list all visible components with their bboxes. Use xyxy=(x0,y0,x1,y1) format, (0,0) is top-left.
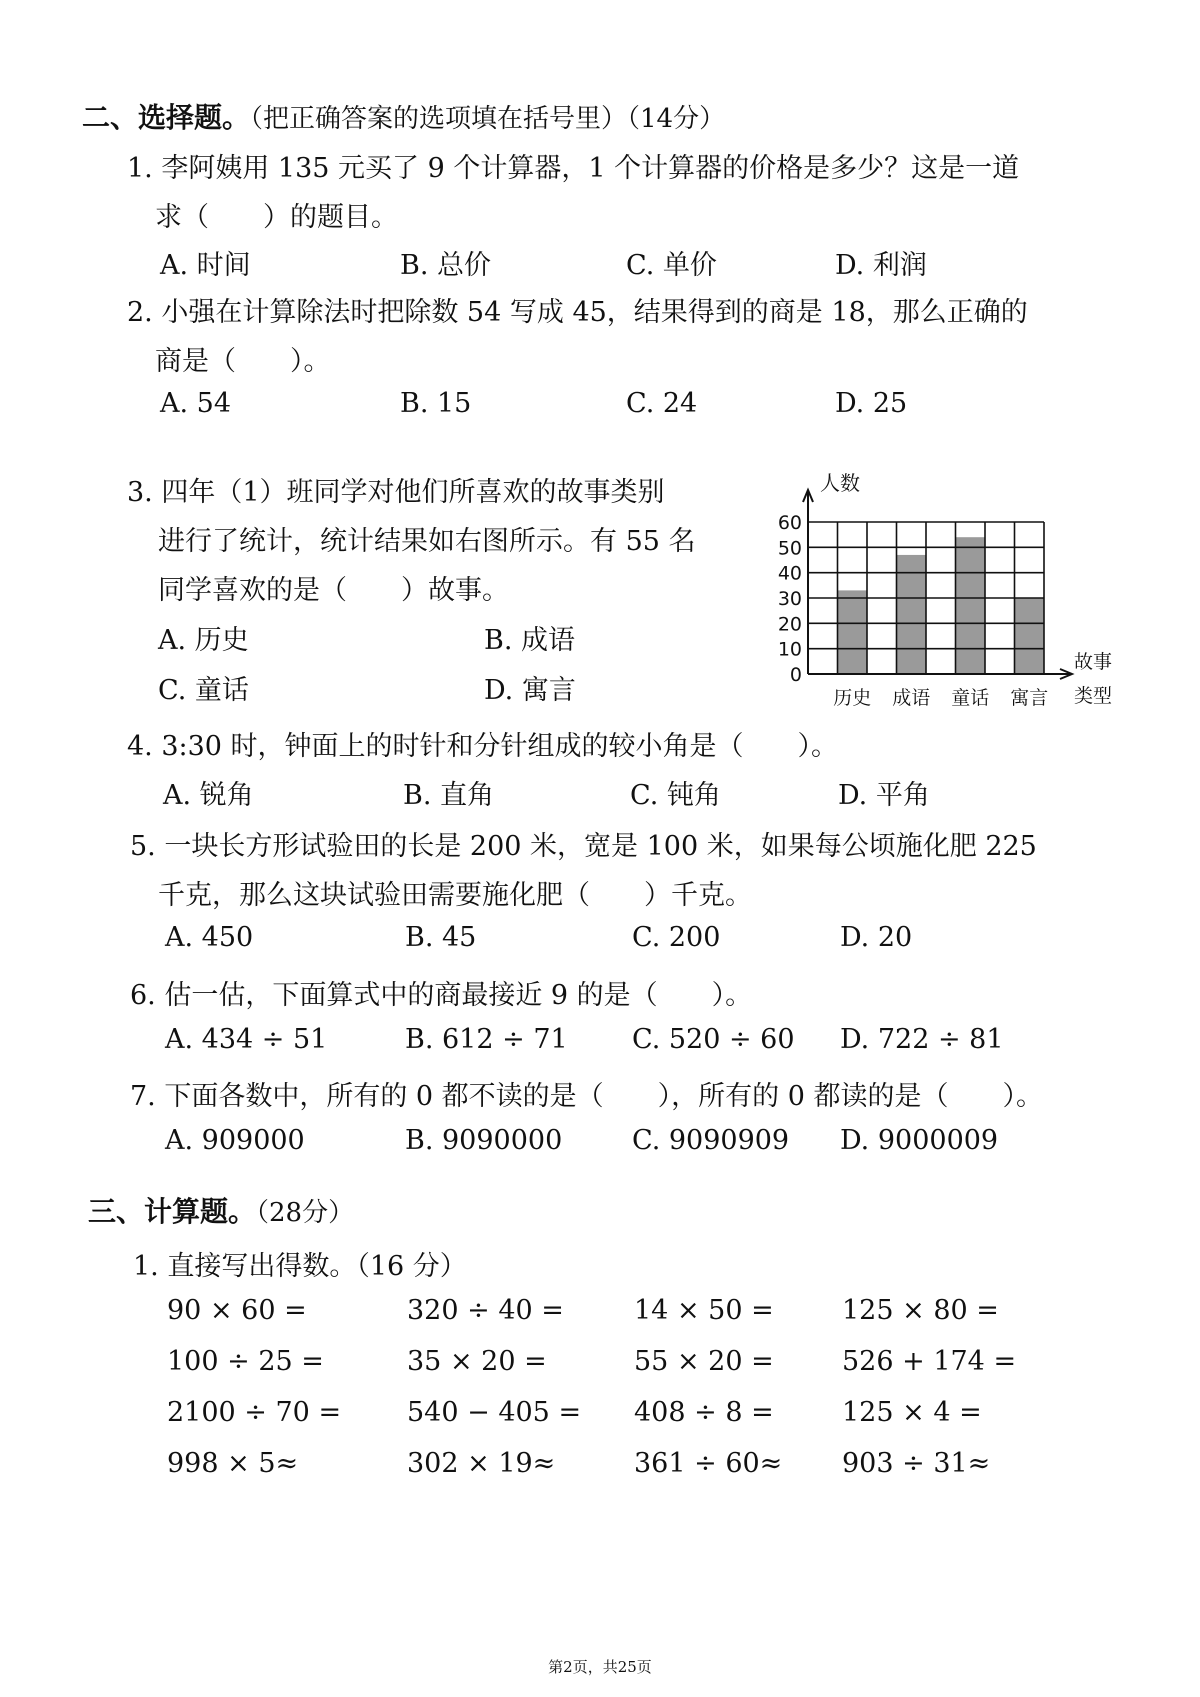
calc-r3-c1: 2100 ÷ 70 = xyxy=(167,1397,342,1428)
question-2-option-b: B. 15 xyxy=(400,388,472,419)
chart-y-axis-title: 人数 xyxy=(820,471,860,495)
question-7-option-c: C. 9090909 xyxy=(632,1125,790,1156)
question-4-option-d: D. 平角 xyxy=(838,780,930,811)
question-6-option-a: A. 434 ÷ 51 xyxy=(165,1024,328,1055)
calc-r2-c2: 35 × 20 = xyxy=(407,1346,547,1377)
section-2-title: 二、选择题。 xyxy=(82,101,251,134)
question-7-option-b: B. 9090000 xyxy=(405,1125,563,1156)
section-3-note: （28分） xyxy=(256,1198,355,1228)
question-2-option-c: C. 24 xyxy=(626,388,698,419)
chart-bar-4 xyxy=(1015,598,1045,674)
question-4-line-1: 4. 3:30 时，钟面上的时针和分针组成的较小角是（ ）。 xyxy=(127,731,839,762)
calc-r4-c4: 903 ÷ 31≈ xyxy=(842,1448,991,1479)
question-6-line-1: 6. 估一估，下面算式中的商最接近 9 的是（ ）。 xyxy=(130,980,753,1011)
question-1-line-1: 1. 李阿姨用 135 元买了 9 个计算器，1 个计算器的价格是多少？这是一道 xyxy=(127,153,1020,184)
calc-r1-c3: 14 × 50 = xyxy=(634,1295,774,1326)
chart-y-tick-10: 10 xyxy=(777,638,802,661)
chart-y-tick-20: 20 xyxy=(777,613,802,636)
chart-category-label-2: 成语 xyxy=(892,687,931,709)
question-7-option-a: A. 909000 xyxy=(165,1125,305,1156)
question-6-option-c: C. 520 ÷ 60 xyxy=(632,1024,795,1055)
calc-r4-c1: 998 × 5≈ xyxy=(167,1448,299,1479)
chart-y-tick-40: 40 xyxy=(777,562,802,585)
question-4-option-a: A. 锐角 xyxy=(163,780,254,811)
question-3-line-3: 同学喜欢的是（ ）故事。 xyxy=(158,575,509,606)
calc-r4-c3: 361 ÷ 60≈ xyxy=(634,1448,783,1479)
question-1-option-c: C. 单价 xyxy=(626,250,717,281)
calc-r2-c1: 100 ÷ 25 = xyxy=(167,1346,324,1377)
chart-category-label-1: 历史 xyxy=(833,687,872,709)
question-5-option-b: B. 45 xyxy=(405,922,477,953)
section-3-title: 三、计算题。 xyxy=(88,1195,257,1228)
calc-r3-c2: 540 − 405 = xyxy=(407,1397,582,1428)
question-5-option-a: A. 450 xyxy=(165,922,254,953)
chart-y-tick-50: 50 xyxy=(777,537,802,560)
question-6-option-b: B. 612 ÷ 71 xyxy=(405,1024,568,1055)
question-3-option-b: B. 成语 xyxy=(484,625,576,656)
calc-r3-c4: 125 × 4 = xyxy=(842,1397,982,1428)
chart-y-tick-60: 60 xyxy=(777,512,802,534)
question-3-option-d: D. 寓言 xyxy=(484,675,576,706)
chart-y-tick-0: 0 xyxy=(789,664,802,686)
question-3-option-a: A. 历史 xyxy=(158,625,249,656)
chart-svg xyxy=(718,462,1113,712)
section-2-note: （把正确答案的选项填在括号里）（14分） xyxy=(250,104,726,134)
question-4-option-b: B. 直角 xyxy=(403,780,495,811)
calc-r1-c4: 125 × 80 = xyxy=(842,1295,999,1326)
story-type-bar-chart xyxy=(718,462,1113,712)
question-5-line-1: 5. 一块长方形试验田的长是 200 米，宽是 100 米，如果每公顷施化肥 225 xyxy=(130,831,1037,862)
question-5-option-d: D. 20 xyxy=(840,922,913,953)
chart-bar-1 xyxy=(838,590,868,674)
section-2-header xyxy=(82,96,725,136)
calc-r4-c2: 302 × 19≈ xyxy=(407,1448,556,1479)
calc-r1-c2: 320 ÷ 40 = xyxy=(407,1295,564,1326)
question-4-option-c: C. 钝角 xyxy=(630,780,721,811)
question-1-option-b: B. 总价 xyxy=(400,250,492,281)
chart-x-axis-title-line-2: 类型 xyxy=(1074,685,1113,707)
question-5-option-c: C. 200 xyxy=(632,922,721,953)
question-2-line-1: 2. 小强在计算除法时把除数 54 写成 45，结果得到的商是 18，那么正确的 xyxy=(127,297,1028,328)
question-2-option-d: D. 25 xyxy=(835,388,908,419)
chart-y-tick-30: 30 xyxy=(777,588,802,610)
section-3-subtitle-1: 1. 直接写出得数。（16 分） xyxy=(133,1251,467,1282)
calc-r2-c3: 55 × 20 = xyxy=(634,1346,774,1377)
question-3-option-c: C. 童话 xyxy=(158,675,249,706)
chart-bar-3 xyxy=(956,537,986,674)
page-footer: 第2页，共25页 xyxy=(548,1658,652,1676)
chart-category-label-4: 寓言 xyxy=(1010,687,1049,709)
question-1-option-a: A. 时间 xyxy=(160,250,251,281)
calc-r3-c3: 408 ÷ 8 = xyxy=(634,1397,774,1428)
question-5-line-2: 千克，那么这块试验田需要施化肥（ ）千克。 xyxy=(158,880,752,911)
calc-r1-c1: 90 × 60 = xyxy=(167,1295,307,1326)
section-3-header xyxy=(88,1190,354,1230)
question-3-line-2: 进行了统计，统计结果如右图所示。有 55 名 xyxy=(158,526,696,557)
question-1-option-d: D. 利润 xyxy=(835,250,927,281)
question-7-option-d: D. 9000009 xyxy=(840,1125,999,1156)
chart-x-axis-title-line-1: 故事 xyxy=(1074,651,1113,673)
question-7-line-1: 7. 下面各数中，所有的 0 都不读的是（ ），所有的 0 都读的是（ ）。 xyxy=(130,1081,1044,1112)
question-2-line-2: 商是（ ）。 xyxy=(155,346,331,377)
question-1-line-2: 求（ ）的题目。 xyxy=(155,202,398,233)
question-3-line-1: 3. 四年（1）班同学对他们所喜欢的故事类别 xyxy=(127,477,665,508)
question-6-option-d: D. 722 ÷ 81 xyxy=(840,1024,1004,1055)
chart-category-label-3: 童话 xyxy=(951,687,990,709)
question-2-option-a: A. 54 xyxy=(160,388,232,419)
calc-r2-c4: 526 + 174 = xyxy=(842,1346,1017,1377)
